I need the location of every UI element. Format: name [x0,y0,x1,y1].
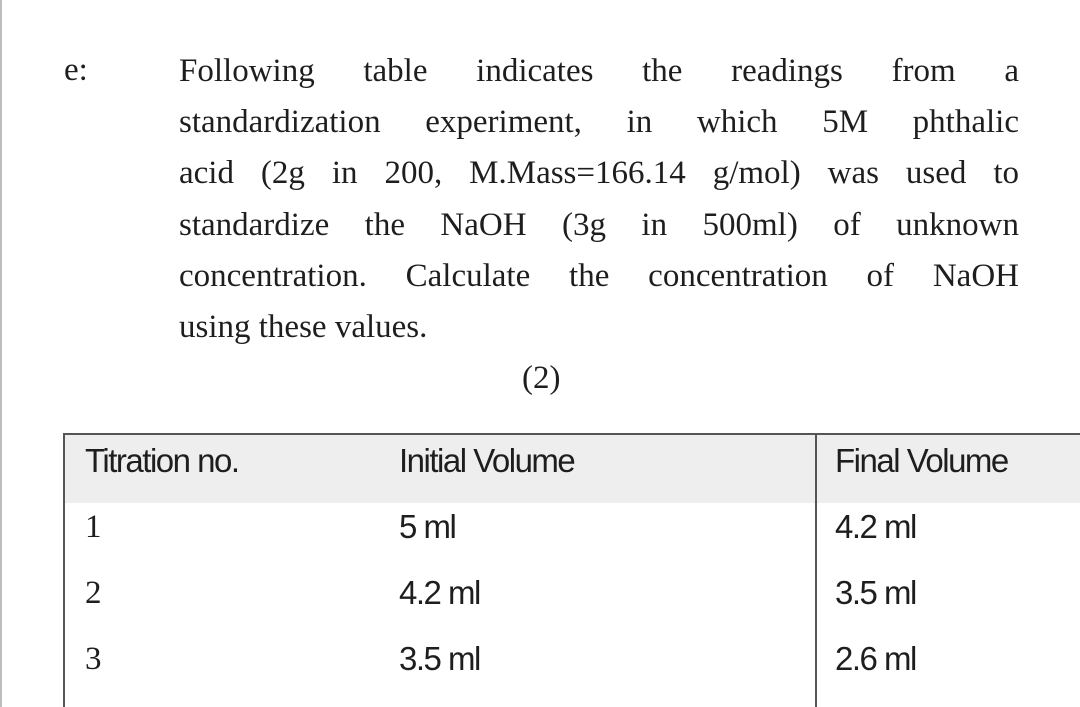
header-final-volume: Final Volume [835,442,1008,479]
header-titration-no: Titration no. [85,442,239,479]
question-label: e: [64,52,88,88]
question-line: standardize the NaOH (3g in 500ml) of unknown [179,206,1019,243]
row-3-initial-volume: 3.5 ml [399,640,480,677]
question-line: standardization experiment, in which 5M phthalic [179,104,1019,141]
table-top-border [63,433,1080,435]
page-left-border [0,0,2,707]
question-line: using these values. [179,309,428,346]
row-3-final-volume: 2.6 ml [835,640,916,677]
question-line: acid (2g in 200, M.Mass=166.14 g/mol) was used to [179,155,1019,192]
row-1-final-volume: 4.2 ml [835,508,916,545]
row-1-initial-volume: 5 ml [399,508,456,545]
row-3-titration-no: 3 [85,641,102,677]
titration-table [63,433,1080,707]
row-2-initial-volume: 4.2 ml [399,574,480,611]
header-initial-volume: Initial Volume [399,442,575,479]
row-2-titration-no: 2 [85,575,102,611]
question-text [179,46,1019,353]
question-line: concentration. Calculate the concentration of NaOH [179,257,1019,294]
question-line: Following table indicates the readings from a [179,53,1019,89]
table-left-border [63,433,65,707]
table-column-divider [815,433,817,707]
row-1-titration-no: 1 [85,509,102,545]
marks-allocation: (2) [522,360,561,396]
row-2-final-volume: 3.5 ml [835,574,916,611]
